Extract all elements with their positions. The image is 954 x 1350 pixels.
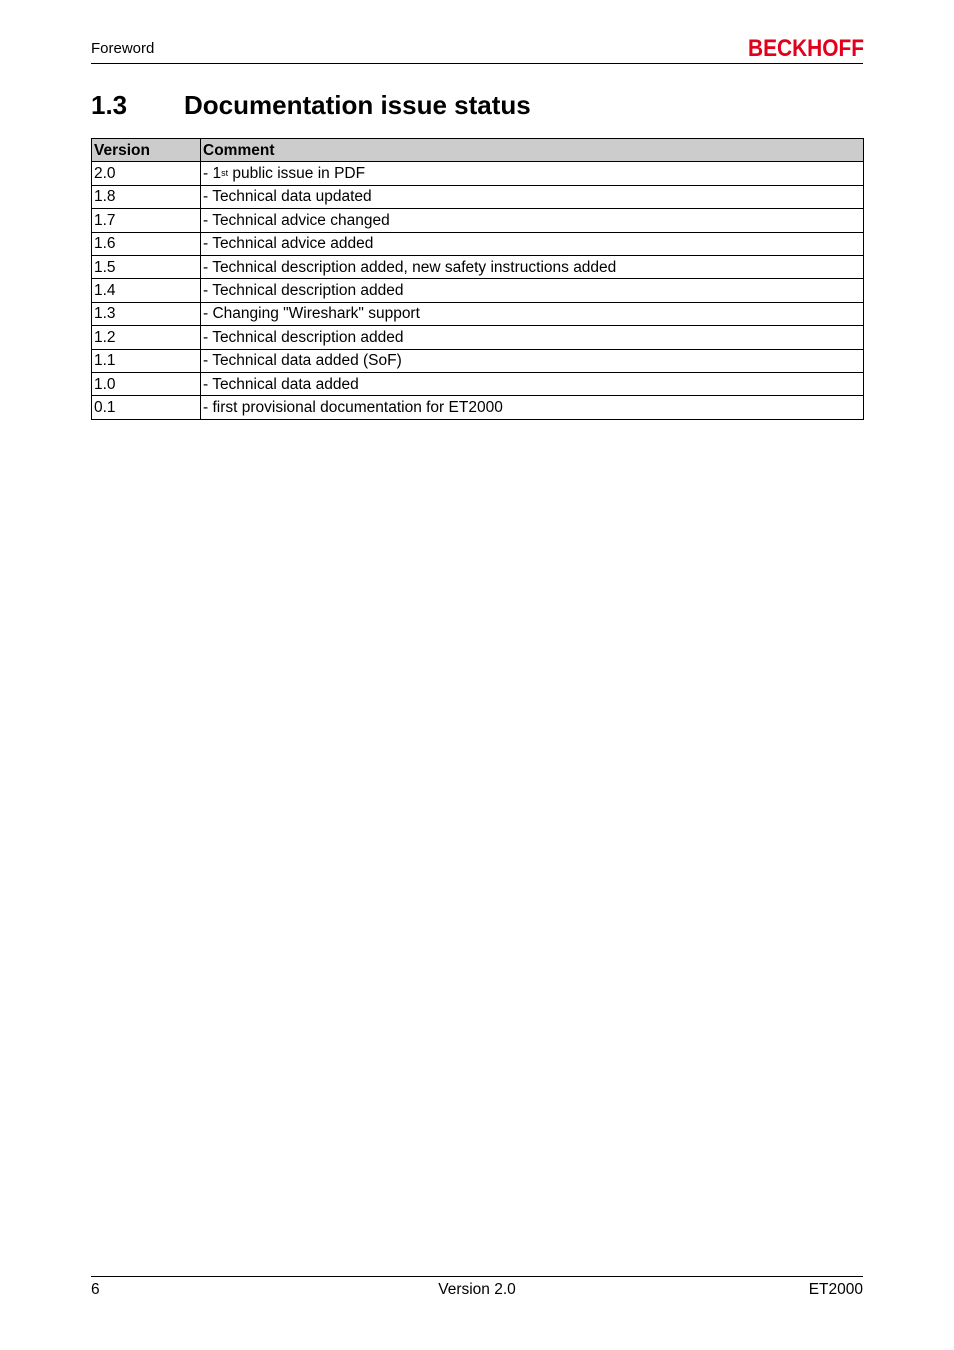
version-cell: 1.2 bbox=[92, 326, 201, 349]
table-row bbox=[92, 279, 864, 302]
comment-cell: - Technical advice changed bbox=[201, 209, 864, 232]
comment-cell: - Technical data updated bbox=[201, 185, 864, 208]
comment-cell: - Technical description added bbox=[201, 326, 864, 349]
version-cell: 1.1 bbox=[92, 349, 201, 372]
section-heading bbox=[91, 90, 531, 121]
comment-suffix: public issue in PDF bbox=[228, 165, 366, 183]
svg-text:BECKHOFF: BECKHOFF bbox=[748, 35, 864, 62]
table-row bbox=[92, 326, 864, 349]
table-row bbox=[92, 232, 864, 255]
table-row bbox=[92, 349, 864, 372]
product-name: ET2000 bbox=[808, 1281, 863, 1298]
header-section-title: Foreword bbox=[91, 40, 155, 57]
table-row bbox=[92, 209, 864, 232]
column-header-comment: Comment bbox=[201, 139, 864, 162]
column-header-version: Version bbox=[92, 139, 201, 162]
version-cell: 1.0 bbox=[92, 372, 201, 395]
table-header-row bbox=[92, 139, 864, 162]
section-title: Documentation issue status bbox=[184, 90, 531, 120]
comment-cell: - Technical description added bbox=[201, 279, 864, 302]
ordinal-suffix: st bbox=[221, 168, 229, 179]
comment-cell bbox=[201, 162, 864, 185]
issue-status-table bbox=[91, 138, 864, 420]
comment-cell: - Technical data added (SoF) bbox=[201, 349, 864, 372]
comment-cell: - Technical description added, new safety instructions added bbox=[201, 255, 864, 278]
version-cell: 1.4 bbox=[92, 279, 201, 302]
document-version: Version 2.0 bbox=[438, 1281, 516, 1298]
comment-cell: - first provisional documentation for ET2000 bbox=[201, 396, 864, 419]
version-cell: 1.6 bbox=[92, 232, 201, 255]
table-row bbox=[92, 372, 864, 395]
version-cell: 0.1 bbox=[92, 396, 201, 419]
footer-divider bbox=[91, 1276, 863, 1277]
header-divider bbox=[91, 63, 863, 64]
beckhoff-logo bbox=[747, 34, 865, 60]
comment-cell: - Technical data added bbox=[201, 372, 864, 395]
version-cell: 1.5 bbox=[92, 255, 201, 278]
comment-prefix: - 1 bbox=[203, 165, 222, 183]
version-cell: 1.3 bbox=[92, 302, 201, 325]
version-cell: 1.8 bbox=[92, 185, 201, 208]
version-cell: 1.7 bbox=[92, 209, 201, 232]
table-row bbox=[92, 255, 864, 278]
page-number: 6 bbox=[91, 1281, 100, 1298]
table-row bbox=[92, 185, 864, 208]
table-row bbox=[92, 396, 864, 419]
table-row bbox=[92, 302, 864, 325]
table-row bbox=[92, 162, 864, 185]
version-cell: 2.0 bbox=[92, 162, 201, 185]
section-number: 1.3 bbox=[91, 90, 128, 120]
comment-cell: - Changing "Wireshark" support bbox=[201, 302, 864, 325]
comment-cell: - Technical advice added bbox=[201, 232, 864, 255]
